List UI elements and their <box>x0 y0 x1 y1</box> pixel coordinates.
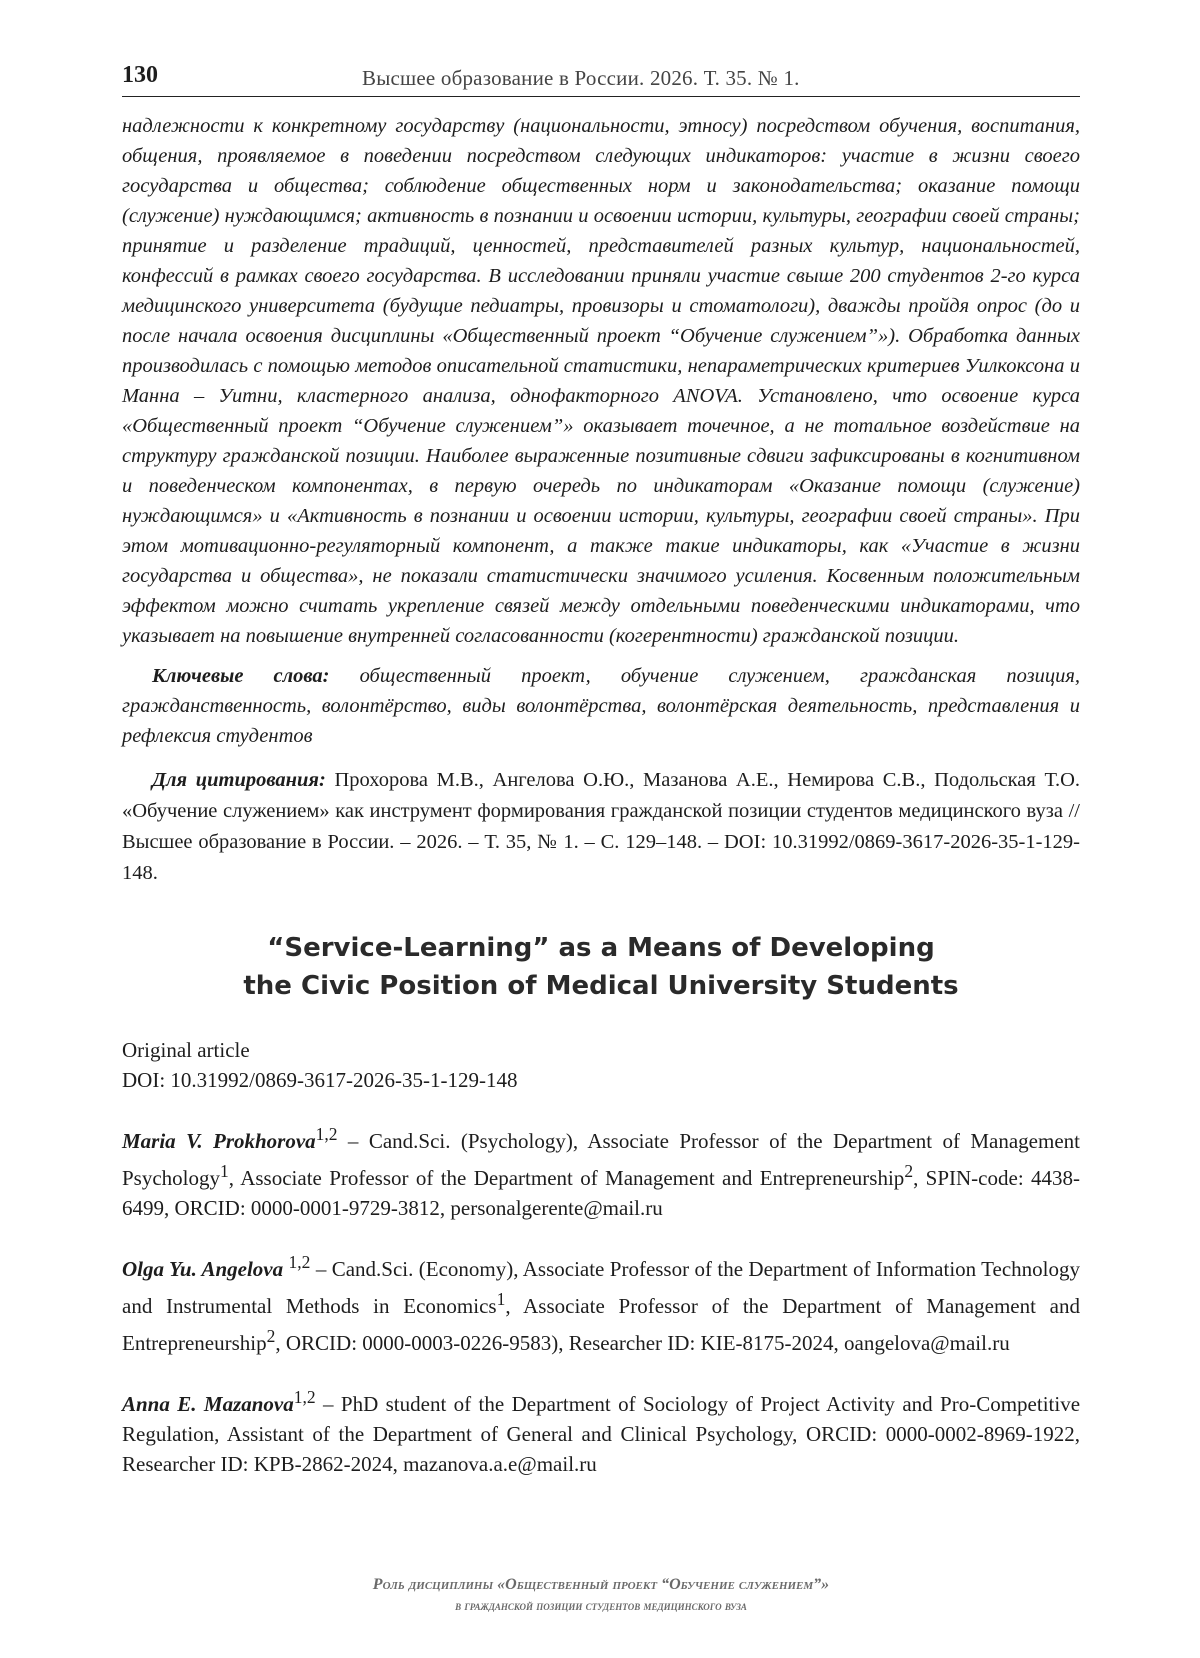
article-meta <box>122 1035 1080 1095</box>
journal-citation-header: Высшее образование в России. 2026. Т. 35. № 1. <box>362 66 800 90</box>
journal-page <box>122 62 1080 1479</box>
abstract-text: надлежности к конкретному государству (национальности, этносу) посредством обучения, воспитания, общения, проявляемое в поведении посредством следующих индикаторов: участие в жизни своего государства и общества; соблюдение общественных норм и законодательства; оказание помощи (служение) нуждающимся; активность в познании и освоении истории, культуры, географии своей страны; принятие и разделение традиций, ценностей, представителей разных культур, национальностей, конфессий в рамках своего государства. В исследовании приняли участие свыше 200 студентов 2-го курса медицинского университета (будущие педиатры, провизоры и стоматологи), дважды пройдя опрос (до и после начала освоения дисциплины «Общественный проект “Обучение служением”»). Обработка данных производилась с помощью методов описательной статистики, непараметрических критериев Уилкоксона и Манна – Уитни, кластерного анализа, однофакторного ANOVA. Установлено, что освоение курса «Общественный проект “Обучение служением”» оказывает точечное, а не тотальное воздействие на структуру гражданской позиции. Наиболее выраженные позитивные сдвиги зафиксированы в когнитивном и поведенческом компонентах, в первую очередь по индикаторам «Оказание помощи (служение) нуждающимся» и «Активность в познании и освоении истории, культуры, географии своей страны». При этом мотивационно-регуляторный компонент, а также такие индикаторы, как «Участие в жизни государства и общества», не показали статистически значимого усиления. Косвенным положительным эффектом можно считать укрепление связей между отдельными поведенческими индикаторами, что указывает на повышение внутренней согласованности (когерентности) гражданской позиции. <box>122 115 1080 647</box>
affiliation-sup: 1 <box>220 1161 229 1181</box>
keywords-label: Ключевые слова: <box>152 665 330 687</box>
author-description: – Cand.Sci. (Psychology), Associate Professor of the Department of Management Psychology <box>122 1129 1080 1190</box>
page-number: 130 <box>122 62 158 88</box>
author-name: Anna E. Mazanova <box>122 1392 294 1416</box>
author-description: , Associate Professor of the Department of Management and Entrepreneurship <box>228 1166 905 1190</box>
author-entry <box>122 1247 1080 1358</box>
running-header <box>122 62 1080 97</box>
running-footer <box>122 1574 1080 1616</box>
affiliation-sup: 1 <box>496 1289 506 1309</box>
author-name: Maria V. Prokhorova <box>122 1129 316 1153</box>
author-description: – Cand.Sci. (Economy), Associate Professor of the Department of Information Technology and Instrumental Methods in Economics <box>122 1257 1081 1318</box>
author-entry <box>122 1119 1080 1223</box>
affiliation-sup: 2 <box>266 1326 276 1346</box>
author-affiliation-sup: 1,2 <box>315 1124 338 1144</box>
author-affiliation-sup: 1,2 <box>288 1252 311 1272</box>
author-description: , ORCID: 0000-0003-0226-9583), Researcher ID: KIE-8175-2024, oangelova@mail.ru <box>275 1331 1010 1355</box>
author-affiliation-sup: 1,2 <box>293 1387 316 1407</box>
keywords-text: общественный проект, обучение служением, гражданская позиция, гражданственность, волонтёрство, виды волонтёрства, волонтёрская деятельность, представления и рефлексия студентов <box>122 665 1080 747</box>
english-title-line-1: “Service-Learning” as a Means of Developing <box>267 933 935 963</box>
article-type: Original article <box>122 1038 250 1062</box>
affiliation-sup: 2 <box>904 1161 914 1181</box>
article-doi: DOI: 10.31992/0869-3617-2026-35-1-129-148 <box>122 1068 518 1092</box>
english-title <box>122 929 1080 1005</box>
author-description: , SPIN-code: 4438-6499, ORCID: 0000-0001-9729-3812, personalgerente@mail.ru <box>122 1166 1080 1220</box>
citation-label: Для цитирования: <box>152 769 326 791</box>
footer-line-2: в гражданской позиции студентов медицинского вуза <box>455 1598 747 1613</box>
citation-text: Прохорова М.В., Ангелова О.Ю., Мазанова А.Е., Немирова С.В., Подольская Т.О. «Обучение служением» как инструмент формирования гражданской позиции студентов медицинского вуза // Высшее образование в России. – 2026. – Т. 35, № 1. – С. 129–148. – DOI: 10.31992/0869-3617-2026-35-1-129-148. <box>122 769 1080 884</box>
author-description: – PhD student of the Department of Sociology of Project Activity and Pro-Competitive Regulation, Assistant of the Department of General and Clinical Psychology, ORCID: 0000-0002-8969-1922, Researcher ID: KPB-2862-2024, mazanova.a.e@mail.ru <box>122 1392 1081 1476</box>
footer-line-1: Роль дисциплины «Общественный проект “Обучение служением”» <box>372 1576 830 1593</box>
keywords <box>122 661 1080 751</box>
author-entry <box>122 1382 1080 1479</box>
author-description: , Associate Professor of the Department of Management and Entrepreneurship <box>122 1294 1080 1355</box>
citation <box>122 765 1080 889</box>
author-name: Olga Yu. Angelova <box>122 1257 284 1281</box>
english-title-line-2: the Civic Position of Medical University Students <box>243 971 959 1001</box>
